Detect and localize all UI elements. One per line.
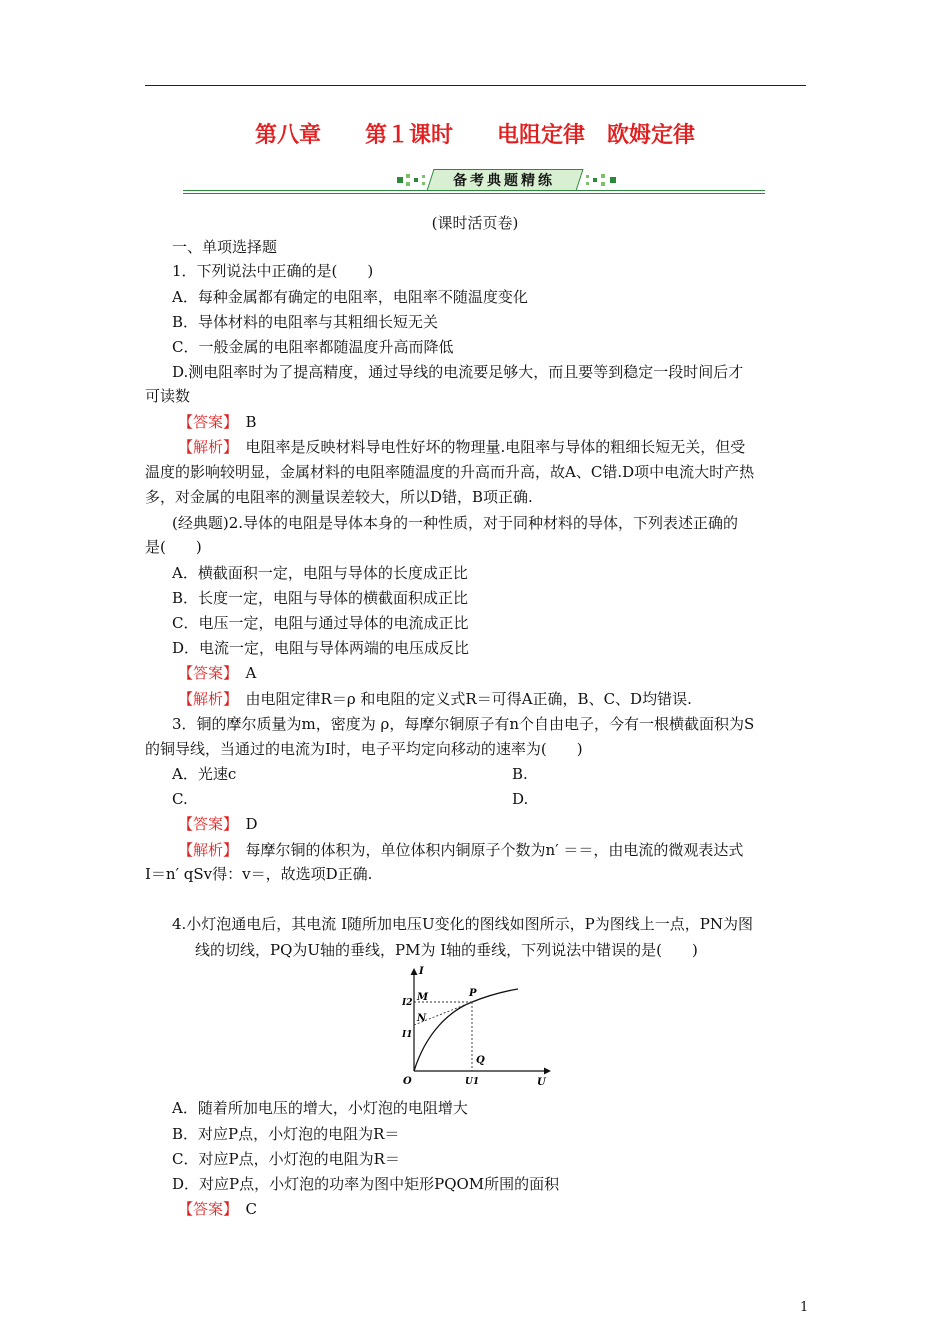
banner-rule xyxy=(183,193,765,194)
m-label: M xyxy=(417,992,429,1003)
page-title: 第八章 第１课时 电阻定律 欧姆定律 xyxy=(254,123,695,148)
q1-answer xyxy=(178,412,257,432)
q4-option-c: C．对应P点，小灯泡的电阻为R＝ xyxy=(172,1150,400,1168)
q2-stem: (经典题)2.导体的电阻是导体本身的一种性质，对于同种材料的导体，下列表述正确的 xyxy=(172,514,739,532)
q3-explain xyxy=(178,840,743,860)
q-label: Q xyxy=(476,1055,485,1066)
section-heading: 一、单项选择题 xyxy=(172,238,278,256)
iu-curve-graph xyxy=(394,963,554,1088)
q3-stem-2: 的铜导线，当通过的电流为I时，电子平均定向移动的速率为( ) xyxy=(145,740,583,758)
q2-option-a: A．横截面积一定，电阻与导体的长度成正比 xyxy=(172,564,468,582)
i1-label: I1 xyxy=(402,1030,413,1040)
q2-option-d: D．电流一定，电阻与导体两端的电压成反比 xyxy=(172,639,470,657)
answer-tag: 【答案】 xyxy=(178,664,231,682)
explain-tag: 【解析】 xyxy=(178,690,231,708)
q4-stem-2: 线的切线，PQ为U轴的垂线，PM为 I轴的垂线，下列说法中错误的是( ) xyxy=(195,941,698,959)
q1-explain-2: 温度的影响较明显，金属材料的电阻率随温度的升高而升高，故A、C错.D项中电流大时产热 xyxy=(145,463,755,481)
q3-answer xyxy=(178,814,258,834)
explain-text: 每摩尔铜的体积为，单位体积内铜原子个数为n′ ＝＝，由电流的微观表达式 xyxy=(245,841,744,859)
q1-explain-3: 多，对金属的电阻率的测量误差较大，所以D错，B项正确. xyxy=(145,488,533,506)
answer-tag: 【答案】 xyxy=(178,815,231,833)
i2-label: I2 xyxy=(402,998,413,1008)
answer-tag: 【答案】 xyxy=(178,1200,231,1218)
q1-option-a: A．每种金属都有确定的电阻率，电阻率不随温度变化 xyxy=(172,288,528,306)
y-axis-label: I xyxy=(419,966,424,977)
q3-option-d: D. xyxy=(512,790,529,808)
i-axis-arrow-icon xyxy=(411,968,418,975)
q2-option-c: C．电压一定，电阻与通过导体的电流成正比 xyxy=(172,614,469,632)
n-label: N xyxy=(417,1013,427,1024)
decor-dots-icon xyxy=(585,172,621,188)
q2-option-b: B．长度一定，电阻与导体的横截面积成正比 xyxy=(172,589,469,607)
q2-answer xyxy=(178,663,256,683)
decor-dots-icon xyxy=(396,172,430,188)
q1-explain xyxy=(178,437,745,457)
q3-option-a: A．光速c xyxy=(172,765,237,783)
page-number: 1 xyxy=(800,1300,809,1315)
q1-option-d: D.测电阻率时为了提高精度，通过导线的电流要足够大，而且要等到稳定一段时间后才 xyxy=(172,363,744,381)
q1-option-b: B．导体材料的电阻率与其粗细长短无关 xyxy=(172,313,439,331)
q3-stem: 3．铜的摩尔质量为m，密度为 ρ，每摩尔铜原子有n个自由电子，今有一根横截面积为S xyxy=(172,715,755,733)
q1-option-c: C．一般金属的电阻率都随温度升高而降低 xyxy=(172,338,454,356)
q4-option-d: D．对应P点，小灯泡的功率为图中矩形PQOM所围的面积 xyxy=(172,1175,560,1193)
q4-option-b: B．对应P点，小灯泡的电阻为R＝ xyxy=(172,1125,400,1143)
q4-answer xyxy=(178,1199,257,1219)
answer-value: B xyxy=(245,413,257,431)
explain-text: 电阻率是反映材料导电性好坏的物理量.电阻率与导体的粗细长短无关，但受 xyxy=(245,438,746,456)
q3-option-c: C. xyxy=(172,790,188,808)
answer-value: C xyxy=(245,1200,258,1218)
q1-stem: 1．下列说法中正确的是( ) xyxy=(172,262,374,280)
explain-text: 由电阻定律R＝ρ 和电阻的定义式R＝可得A正确，B、C、D均错误. xyxy=(245,690,692,708)
x-axis-label: U xyxy=(537,1077,546,1088)
answer-value: D xyxy=(245,815,258,833)
answer-tag: 【答案】 xyxy=(178,413,231,431)
u1-label: U1 xyxy=(465,1077,480,1087)
top-rule xyxy=(145,85,806,86)
explain-tag: 【解析】 xyxy=(178,438,231,456)
p-label: P xyxy=(469,988,477,999)
q3-explain-2: I＝n′ qSv得：v＝，故选项D正确. xyxy=(145,865,373,883)
q3-option-b: B. xyxy=(512,765,528,783)
iu-curve xyxy=(414,989,518,1071)
subtitle: (课时活页卷) xyxy=(431,214,519,232)
banner-text: 备考典题精练 xyxy=(453,173,555,189)
q2-stem-2: 是( ) xyxy=(145,538,202,556)
q2-explain xyxy=(178,689,692,709)
explain-tag: 【解析】 xyxy=(178,841,231,859)
q4-option-a: A．随着所加电压的增大，小灯泡的电阻增大 xyxy=(172,1099,468,1117)
q4-stem: 4.小灯泡通电后，其电流 I随所加电压U变化的图线如图所示，P为图线上一点，PN为图 xyxy=(172,915,753,933)
origin-label: O xyxy=(403,1076,412,1087)
u-axis-arrow-icon xyxy=(544,1068,551,1075)
q1-option-d-cont: 可读数 xyxy=(145,387,191,405)
answer-value: A xyxy=(245,664,257,682)
